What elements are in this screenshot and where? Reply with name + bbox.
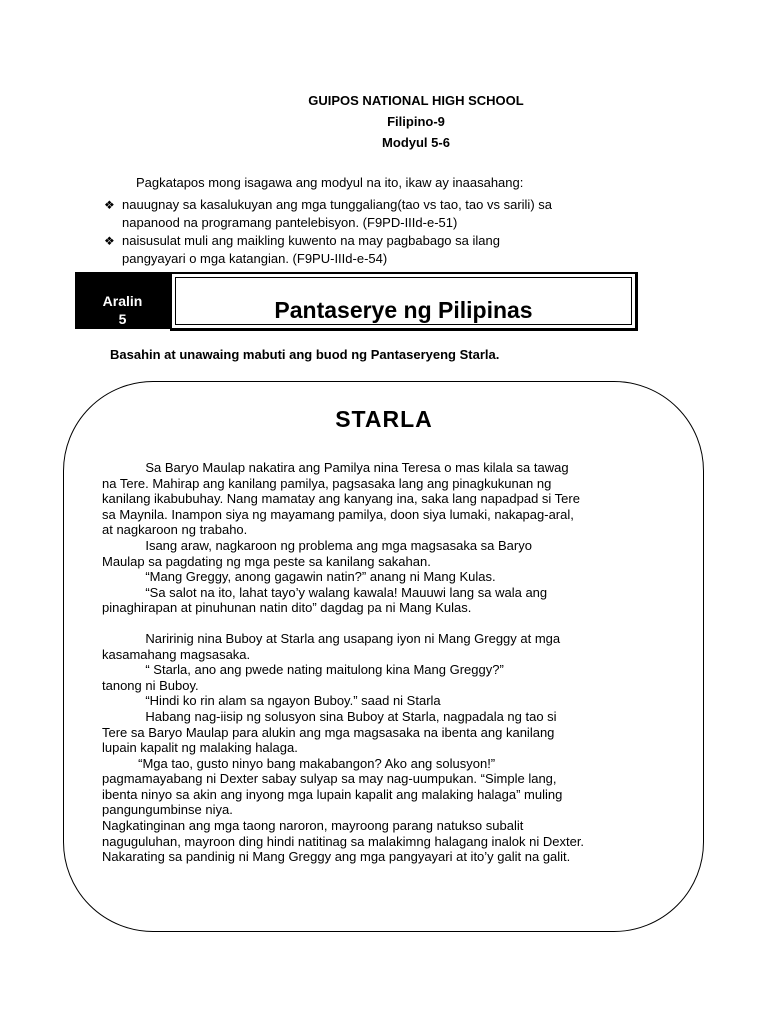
objective-item <box>104 232 642 268</box>
objective-line: naisusulat muli ang maikling kuwento na may pagbabago sa ilang <box>122 233 500 248</box>
story-line: pangungumbinse niya. <box>102 802 233 818</box>
story-line: “Mang Greggy, anong gagawin natin?” anang ni Mang Kulas. <box>102 569 496 585</box>
story-line: pinaghirapan at pinuhunan natin dito” dagdag pa ni Mang Kulas. <box>102 600 472 616</box>
story-paragraph-gap <box>102 616 662 631</box>
story-line: lupain kapalit ng malaking halaga. <box>102 740 298 756</box>
story-line: “ Starla, ano ang pwede nating maitulong kina Mang Greggy?” <box>102 662 504 678</box>
story-line: Tere sa Baryo Maulap para alukin ang mga magsasaka na ibenta ang kanilang <box>102 724 555 740</box>
diamond-bullet-icon: ❖ <box>104 234 115 248</box>
lesson-title: Pantaserye ng Pilipinas <box>274 297 533 323</box>
reading-instruction: Basahin at unawaing mabuti ang buod ng Pantaseryeng Starla. <box>110 347 500 362</box>
objectives-intro: Pagkatapos mong isagawa ang modyul na ito, ikaw ay inaasahang: <box>136 175 524 190</box>
story-line: na Tere. Mahirap ang kanilang pamilya, pagsasaka lang ang pinagkukunan ng <box>102 475 552 491</box>
story-text <box>102 460 662 865</box>
school-name: GUIPOS NATIONAL HIGH SCHOOL <box>308 93 524 108</box>
objective-item <box>104 196 642 232</box>
story-line: Nakarating sa pandinig ni Mang Greggy ang mga pangyayari at ito’y galit na galit. <box>102 849 571 865</box>
story-line: kasamahang magsasaka. <box>102 646 251 662</box>
story-line: Sa Baryo Maulap nakatira ang Pamilya nina Teresa o mas kilala sa tawag <box>102 460 569 475</box>
lesson-number: 5 <box>118 311 127 327</box>
story-line: sa Maynila. Inampon siya ng mayamang pamilya, doon siya lumaki, nakapag-aral, <box>102 506 574 522</box>
objective-line: pangyayari o mga katangian. (F9PU-IIId-e-54) <box>122 251 388 266</box>
story-line: Maulap sa pagdating ng mga peste sa kanilang sakahan. <box>102 553 431 569</box>
story-line: ibenta ninyo sa akin ang inyong mga lupain kapalit ang malaking halaga” muling <box>102 786 563 802</box>
story-line: tanong ni Buboy. <box>102 677 199 693</box>
story-line: Naririnig nina Buboy at Starla ang usapang iyon ni Mang Greggy at mga <box>102 630 561 646</box>
story-line: “Sa salot na ito, lahat tayo’y walang kawala! Mauuwi lang sa wala ang <box>102 584 548 600</box>
objective-line: nauugnay sa kasalukuyan ang mga tunggaliang(tao vs tao, tao vs sarili) sa <box>122 197 552 212</box>
diamond-bullet-icon: ❖ <box>104 198 115 212</box>
story-title: STARLA <box>335 406 433 432</box>
story-line: at nagkaroon ng trabaho. <box>102 522 248 538</box>
subject-label: Filipino-9 <box>387 114 445 129</box>
lesson-number-box <box>75 272 170 329</box>
objective-line: napanood na programang pantelebisyon. (F9PD-IIId-e-51) <box>122 215 458 230</box>
lesson-title-box <box>170 272 638 331</box>
story-line: Habang nag-iisip ng solusyon sina Buboy at Starla, nagpadala ng tao si <box>102 708 557 724</box>
story-line: “Hindi ko rin alam sa ngayon Buboy.” saad ni Starla <box>102 693 441 709</box>
story-line: kanilang ikabubuhay. Nang mamatay ang kanyang ina, saka lang napadpad si Tere <box>102 491 580 507</box>
story-line: pagmamayabang ni Dexter sabay sulyap sa may nag-uumpukan. “Simple lang, <box>102 771 557 787</box>
story-line: Isang araw, nagkaroon ng problema ang mga magsasaka sa Baryo <box>102 537 532 553</box>
story-line: naguguluhan, mayroon ding hindi natitinag sa malakimng halagang inalok ni Dexter. <box>102 833 585 849</box>
story-line: “Mga tao, gusto ninyo bang makabangon? Ako ang solusyon!” <box>102 755 496 771</box>
lesson-label: Aralin <box>102 293 143 309</box>
module-label: Modyul 5-6 <box>382 135 450 150</box>
story-line: Nagkatinginan ang mga taong naroron, mayroong parang natukso subalit <box>102 818 524 834</box>
